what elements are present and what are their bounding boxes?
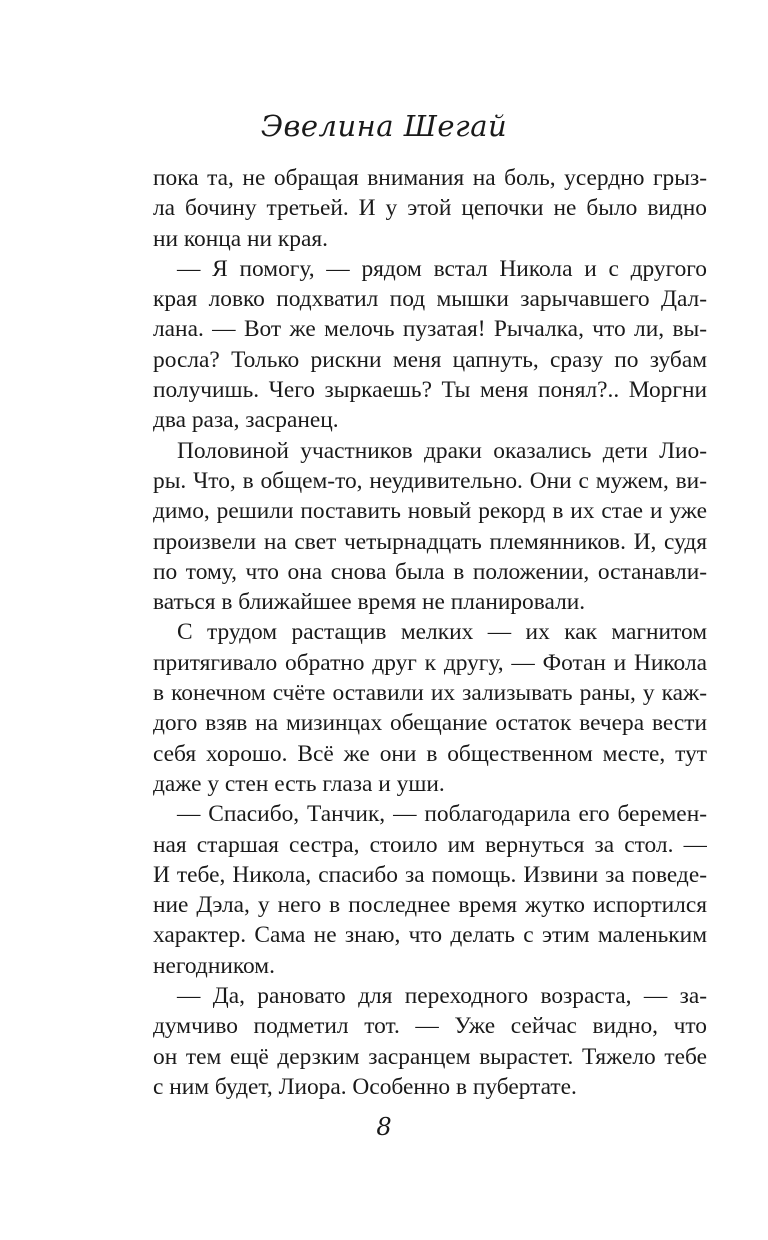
text-line: росла? Только рискни меня цапнуть, сразу по зубам — [153, 346, 707, 373]
text-line: по тому, что она снова была в положении, останавли- — [153, 558, 707, 585]
text-line: ная старшая сестра, стоило им вернуться за стол. — — [153, 831, 707, 858]
text-line: характер. Сама не знаю, что делать с этим маленьким — [153, 922, 707, 949]
text-line: — Да, рановато для переходного возраста, — за- — [177, 983, 707, 1010]
text-line: негодником. — [153, 952, 275, 979]
text-line: края ловко подхватил под мышки зарычавшего Дал- — [153, 286, 707, 313]
body-text — [153, 163, 707, 1102]
text-line: И тебе, Никола, спасибо за помощь. Извини за поведе- — [153, 861, 707, 888]
text-line: ла бочину третьей. И у этой цепочки не было видно — [153, 195, 707, 222]
text-line: ры. Что, в общем-то, неудивительно. Они с мужем, ви- — [153, 467, 707, 494]
text-line: два раза, засранец. — [153, 407, 339, 434]
text-line: в конечном счёте оставили их зализывать раны, у каж- — [153, 680, 707, 707]
text-line: он тем ещё дерзким засранцем вырастет. Тяжело тебе — [153, 1043, 707, 1070]
text-line: ни конца ни края. — [153, 225, 328, 252]
text-line: лана. — Вот же мелочь пузатая! Рычалка, что ли, вы- — [153, 316, 707, 343]
text-line: — Я помогу, — рядом встал Никола и с другого — [177, 255, 707, 282]
text-line: — Спасибо, Танчик, — поблагодарила его беремен- — [177, 801, 707, 828]
text-line: димо, решили поставить новый рекорд в их стае и уже — [153, 498, 707, 525]
text-line: ваться в ближайшее время не планировали. — [153, 589, 586, 616]
text-line: даже у стен есть глаза и уши. — [153, 770, 445, 797]
text-line: получишь. Чего зыркаешь? Ты меня понял?.. Моргни — [153, 377, 707, 404]
text-line: Половиной участников драки оказались дети Лио- — [177, 437, 707, 464]
text-line: думчиво подметил тот. — Уже сейчас видно, что — [153, 1013, 707, 1040]
text-line: дого взяв на мизинцах обещание остаток вечера вести — [153, 710, 707, 737]
text-line: с ним будет, Лиора. Особенно в пубертате. — [153, 1073, 577, 1100]
text-line: произвели на свет четырнадцать племянников. И, судя — [153, 528, 707, 555]
text-line: ние Дэла, у него в последнее время жутко испортился — [153, 892, 707, 919]
text-line: пока та, не обращая внимания на боль, усердно грыз- — [153, 165, 707, 191]
text-line: себя хорошо. Всё же они в общественном месте, тут — [153, 740, 707, 767]
running-head-title: Эвелина Шегай — [260, 109, 508, 143]
page-number: 8 — [376, 1113, 392, 1141]
text-line: С трудом растащив мелких — их как магнитом — [177, 619, 707, 646]
text-line: притягивало обратно друг к другу, — Фотан и Никола — [153, 649, 707, 676]
